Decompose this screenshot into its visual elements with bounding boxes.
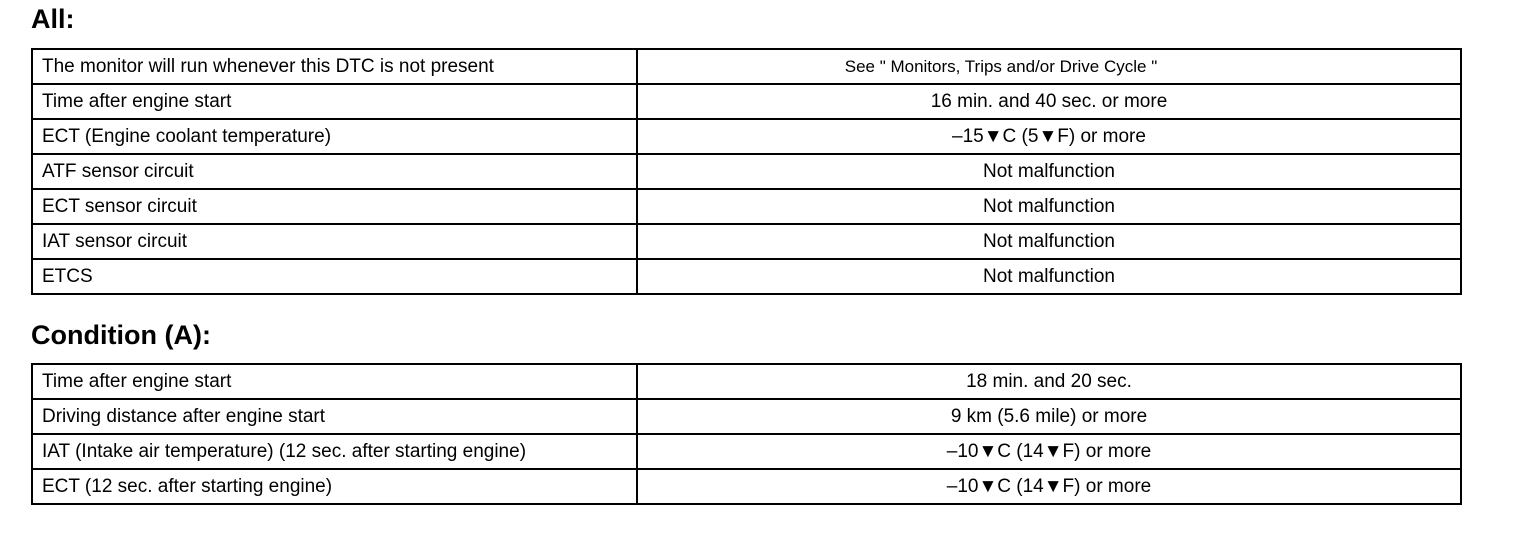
condition-value-text: See " Monitors, Trips and/or Drive Cycle " <box>844 56 1158 76</box>
condition-value: Not malfunction <box>637 259 1461 294</box>
condition-label: Time after engine start <box>32 364 637 399</box>
table-row <box>32 119 1461 154</box>
section-heading-condition-a: Condition (A): <box>31 320 211 350</box>
condition-value: Not malfunction <box>637 189 1461 224</box>
table-row <box>32 434 1461 469</box>
condition-label: Time after engine start <box>32 84 637 119</box>
table-row <box>32 364 1461 399</box>
condition-label: ECT (12 sec. after starting engine) <box>32 469 637 504</box>
condition-label: ECT sensor circuit <box>32 189 637 224</box>
table-row <box>32 469 1461 504</box>
condition-value: Not malfunction <box>637 224 1461 259</box>
condition-value: –10▼C (14▼F) or more <box>637 469 1461 504</box>
condition-label: The monitor will run whenever this DTC is not present <box>32 49 637 84</box>
conditions-table-all <box>31 48 1462 295</box>
condition-value: 18 min. and 20 sec. <box>637 364 1461 399</box>
condition-label: IAT sensor circuit <box>32 224 637 259</box>
condition-label: ECT (Engine coolant temperature) <box>32 119 637 154</box>
condition-label: Driving distance after engine start <box>32 399 637 434</box>
table-row <box>32 154 1461 189</box>
table-row <box>32 49 1461 84</box>
condition-label: IAT (Intake air temperature) (12 sec. after starting engine) <box>32 434 637 469</box>
condition-value <box>637 49 1461 84</box>
table-row <box>32 224 1461 259</box>
conditions-table-condition-a <box>31 363 1462 505</box>
condition-label: ETCS <box>32 259 637 294</box>
condition-value: –10▼C (14▼F) or more <box>637 434 1461 469</box>
condition-value: –15▼C (5▼F) or more <box>637 119 1461 154</box>
table-row <box>32 84 1461 119</box>
table-row <box>32 259 1461 294</box>
condition-value: 16 min. and 40 sec. or more <box>637 84 1461 119</box>
condition-label: ATF sensor circuit <box>32 154 637 189</box>
condition-value: 9 km (5.6 mile) or more <box>637 399 1461 434</box>
condition-value: Not malfunction <box>637 154 1461 189</box>
table-row <box>32 189 1461 224</box>
section-heading-all: All: <box>31 4 75 34</box>
table-row <box>32 399 1461 434</box>
